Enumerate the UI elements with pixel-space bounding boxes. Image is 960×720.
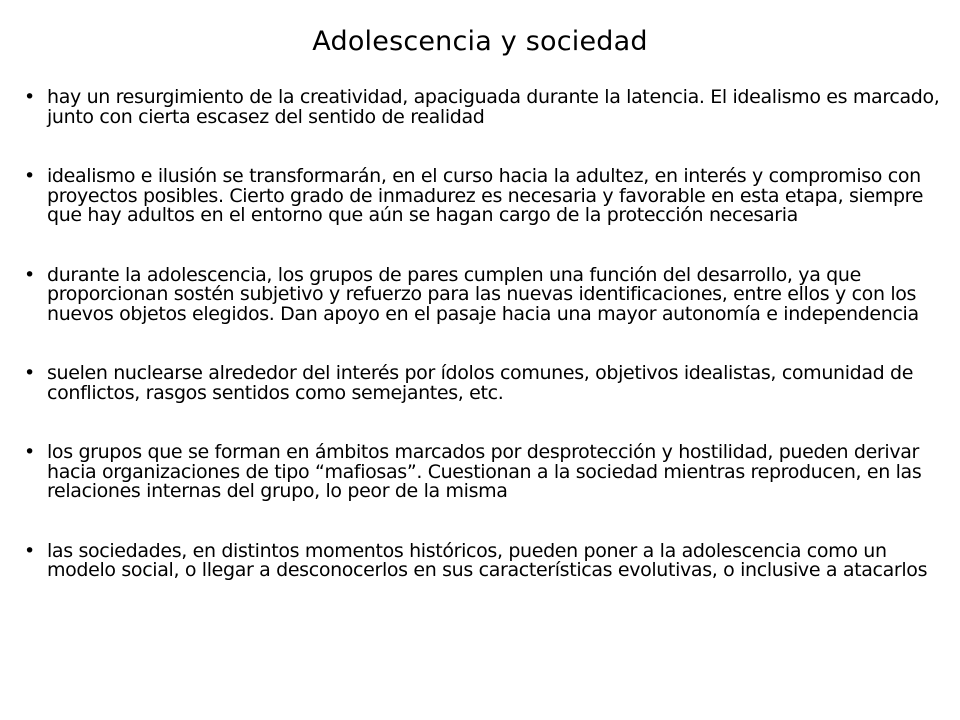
bullet-list xyxy=(24,88,954,581)
bullet-item xyxy=(24,443,954,502)
bullet-dot-icon: • xyxy=(24,263,35,286)
bullet-text: durante la adolescencia, los grupos de pares cumplen una función del desarrollo, ya que proporcionan sostén subjetivo y refuerzo para las nuevas identificaciones, entre ellos y con los nuevos objetos elegidos. Dan apoyo en el pasaje hacia una mayor autonomía e independencia xyxy=(47,263,919,325)
bullet-text: idealismo e ilusión se transformarán, en el curso hacia la adultez, en interés y compromiso con proyectos posibles. Cierto grado de inmadurez es necesaria y favorable en esta etapa, siempre que hay adultos en el entorno que aún se hagan cargo de la protección necesaria xyxy=(47,165,924,226)
bullet-dot-icon: • xyxy=(24,86,35,108)
bullet-text: las sociedades, en distintos momentos históricos, pueden poner a la adolescencia como un modelo social, o llegar a desconocerlos en sus características evolutivas, o inclusive a atacarlos xyxy=(47,539,928,581)
bullet-item xyxy=(24,88,954,127)
bullet-dot-icon: • xyxy=(24,362,35,384)
bullet-item xyxy=(24,364,954,403)
bullet-item xyxy=(24,167,954,226)
bullet-item xyxy=(24,263,954,325)
bullet-dot-icon: • xyxy=(24,441,35,463)
slide-title: Adolescencia y sociedad xyxy=(312,26,648,57)
bullet-text: los grupos que se forman en ámbitos marcados por desprotección y hostilidad, pueden derivar hacia organizaciones de tipo “mafiosas”. Cuestionan a la sociedad mientras reproducen, en las relaciones internas del grupo, lo peor de la misma xyxy=(47,441,922,502)
bullet-text: hay un resurgimiento de la creatividad, apaciguada durante la latencia. El idealismo es marcado, junto con cierta escasez del sentido de realidad xyxy=(47,86,940,128)
bullet-dot-icon: • xyxy=(24,165,35,187)
bullet-item xyxy=(24,539,954,581)
bullet-dot-icon: • xyxy=(24,539,35,562)
bullet-text: suelen nuclearse alrededor del interés por ídolos comunes, objetivos idealistas, comunidad de conflictos, rasgos sentidos como semejantes, etc. xyxy=(47,362,914,404)
